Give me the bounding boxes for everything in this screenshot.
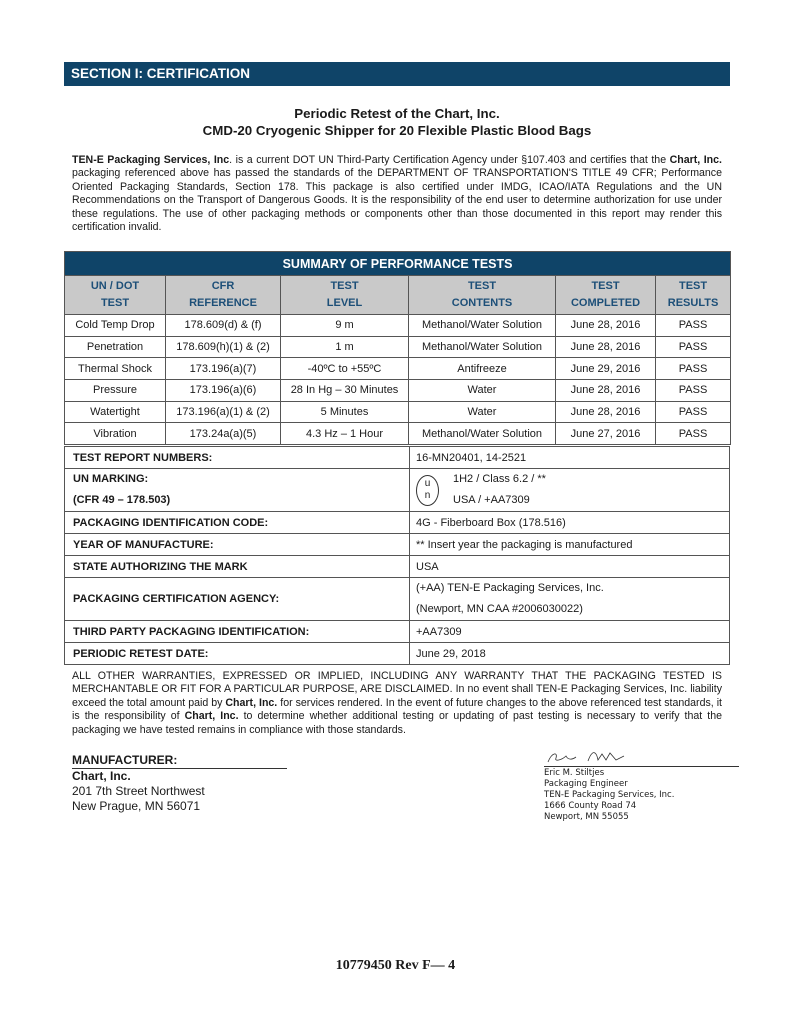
test-contents-cell: Antifreeze xyxy=(409,358,556,380)
column-header-line-1: TEST xyxy=(678,280,708,292)
section-header: SECTION I: CERTIFICATION xyxy=(64,62,730,86)
performance-tests-table xyxy=(64,251,731,445)
agency-name: TEN-E Packaging Services, Inc xyxy=(72,154,230,166)
info-value: ** Insert year the packaging is manufactured xyxy=(410,534,730,556)
info-value: June 29, 2018 xyxy=(410,643,730,665)
test-level-cell: -40ºC to +55ºC xyxy=(281,358,409,380)
test-result-cell: PASS xyxy=(656,336,731,358)
certification-info-table xyxy=(64,446,730,665)
table-row xyxy=(65,380,731,402)
info-label: THIRD PARTY PACKAGING IDENTIFICATION: xyxy=(65,621,410,643)
test-completed-cell: June 28, 2016 xyxy=(556,315,656,337)
column-header-line-2: LEVEL xyxy=(326,297,363,309)
un-symbol-u: u xyxy=(424,478,431,489)
table-row xyxy=(65,423,731,445)
intro-paragraph xyxy=(72,154,722,234)
info-row-test-report xyxy=(65,447,730,469)
manufacturer-address-2: New Prague, MN 56071 xyxy=(72,799,201,813)
info-label: PACKAGING IDENTIFICATION CODE: xyxy=(65,512,410,534)
test-name-cell: Watertight xyxy=(65,401,166,423)
info-row-un-marking xyxy=(65,469,730,512)
info-value: USA xyxy=(410,556,730,578)
test-name-cell: Thermal Shock xyxy=(65,358,166,380)
test-contents-cell: Methanol/Water Solution xyxy=(409,315,556,337)
test-contents-cell: Water xyxy=(409,401,556,423)
column-header xyxy=(409,276,556,315)
table-body xyxy=(65,315,731,445)
un-marking-label: UN MARKING: xyxy=(73,473,149,485)
info-value xyxy=(410,578,730,621)
disclaimer-client-2: Chart, Inc. xyxy=(184,710,239,723)
page-footer: 10779450 Rev F— 4 xyxy=(335,958,456,973)
test-result-cell: PASS xyxy=(656,423,731,445)
column-header-line-1: TEST xyxy=(467,280,497,292)
column-header xyxy=(166,276,281,315)
info-row-packaging-code xyxy=(65,512,730,534)
info-value: +AA7309 xyxy=(410,621,730,643)
intro-text-2: packaging referenced above has passed the standards of the DEPARTMENT OF TRANSPORTATION'S TITLE 49 CFR; Performance Oriented Packaging Standards, Section 178. This package is also certified under IMDG, ICAO/IATA Regulations and the UN Recommendations on the Transport of Dangerous Goods. It is the responsibility of the end user to determine authorization for use under these regulations. The use of other packaging methods or components other than those documented in this report may render this certification invalid. xyxy=(72,167,722,234)
title-line-1: Periodic Retest of the Chart, Inc. xyxy=(294,106,500,121)
test-level-cell: 5 Minutes xyxy=(281,401,409,423)
test-completed-cell: June 28, 2016 xyxy=(556,336,656,358)
info-label: TEST REPORT NUMBERS: xyxy=(65,447,410,469)
test-result-cell: PASS xyxy=(656,315,731,337)
column-header xyxy=(281,276,409,315)
test-completed-cell: June 28, 2016 xyxy=(556,401,656,423)
info-row-year xyxy=(65,534,730,556)
signatory-address-1: 1666 County Road 74 xyxy=(544,801,637,811)
cfr-reference-cell: 173.196(a)(6) xyxy=(166,380,281,402)
info-label: STATE AUTHORIZING THE MARK xyxy=(65,556,410,578)
table-row xyxy=(65,358,731,380)
intro-text-1: . is a current DOT UN Third-Party Certification Agency under §107.403 and certifies that the xyxy=(229,154,670,166)
table-row xyxy=(65,315,731,337)
un-marking-line-2: USA / +AA7309 xyxy=(453,494,530,506)
info-label xyxy=(65,469,410,512)
test-result-cell: PASS xyxy=(656,380,731,402)
signatory-name: Eric M. Stiltjes xyxy=(544,768,605,778)
table-row xyxy=(65,336,731,358)
manufacturer-block xyxy=(72,769,205,814)
disclaimer-text-3: to determine whether additional testing or updating of past testing is necessary to verify that the packaging we have tested remains in compliance with those standards. xyxy=(72,710,722,736)
signatory-title: Packaging Engineer xyxy=(544,779,628,789)
test-result-cell: PASS xyxy=(656,401,731,423)
column-header xyxy=(556,276,656,315)
info-row-third-party xyxy=(65,621,730,643)
table-row xyxy=(65,401,731,423)
document-title xyxy=(64,105,730,139)
column-header-line-2: RESULTS xyxy=(667,297,719,309)
test-name-cell: Cold Temp Drop xyxy=(65,315,166,337)
column-header xyxy=(656,276,731,315)
signatory-company: TEN-E Packaging Services, Inc. xyxy=(544,790,675,800)
disclaimer-paragraph xyxy=(72,670,722,737)
signatory-address-2: Newport, MN 55055 xyxy=(544,812,629,822)
test-completed-cell: June 28, 2016 xyxy=(556,380,656,402)
test-name-cell: Penetration xyxy=(65,336,166,358)
un-symbol-icon xyxy=(416,475,439,506)
info-value: 16-MN20401, 14-2521 xyxy=(410,447,730,469)
title-line-2: CMD-20 Cryogenic Shipper for 20 Flexible Plastic Blood Bags xyxy=(202,123,592,138)
info-label: YEAR OF MANUFACTURE: xyxy=(65,534,410,556)
un-marking-cfr: (CFR 49 – 178.503) xyxy=(73,494,171,506)
column-header-line-2: TEST xyxy=(100,297,130,309)
test-result-cell: PASS xyxy=(656,358,731,380)
disclaimer-client-1: Chart, Inc. xyxy=(225,696,278,709)
info-row-retest-date xyxy=(65,643,730,665)
un-marking-line-1: 1H2 / Class 6.2 / ** xyxy=(453,473,546,485)
test-name-cell: Vibration xyxy=(65,423,166,445)
column-header-line-2: COMPLETED xyxy=(570,297,641,309)
test-contents-cell: Methanol/Water Solution xyxy=(409,423,556,445)
cfr-reference-cell: 173.196(a)(1) & (2) xyxy=(166,401,281,423)
info-value xyxy=(410,469,730,512)
info-row-agency xyxy=(65,578,730,621)
column-header-line-1: CFR xyxy=(211,280,235,292)
disclaimer-text-1: ALL OTHER WARRANTIES, EXPRESSED OR IMPLIED, INCLUDING ANY WARRANTY THAT THE PACKAGING TESTED IS MERCHANTABLE OR FIT FOR A PARTICULAR PURPOSE, ARE DISCLAIMED. In no event shall TEN-E Packaging Services, Inc. liability exceed the total amount paid by xyxy=(72,670,722,709)
test-completed-cell: June 27, 2016 xyxy=(556,423,656,445)
test-level-cell: 9 m xyxy=(281,315,409,337)
column-header-line-1: TEST xyxy=(330,280,359,292)
cfr-reference-cell: 173.24a(a)(5) xyxy=(166,423,281,445)
signature-line xyxy=(544,752,739,767)
test-level-cell: 28 In Hg – 30 Minutes xyxy=(281,380,409,402)
un-symbol-n: n xyxy=(424,490,431,501)
signature-icon xyxy=(544,748,634,766)
manufacturer-name: Chart, Inc. xyxy=(72,769,131,783)
manufacturer-address-1: 201 7th Street Northwest xyxy=(72,784,205,798)
cfr-reference-cell: 173.196(a)(7) xyxy=(166,358,281,380)
client-name: Chart, Inc. xyxy=(669,154,722,166)
info-value: 4G - Fiberboard Box (178.516) xyxy=(410,512,730,534)
column-header-line-2: REFERENCE xyxy=(189,297,257,309)
test-level-cell: 4.3 Hz – 1 Hour xyxy=(281,423,409,445)
column-header-line-1: UN / DOT xyxy=(90,280,140,292)
disclaimer-text-2: for services rendered. In the event of future changes to the above referenced test standards, it is the responsibility of xyxy=(72,696,723,723)
table-header-row xyxy=(65,276,731,315)
test-contents-cell: Methanol/Water Solution xyxy=(409,336,556,358)
test-contents-cell: Water xyxy=(409,380,556,402)
agency-line-2: (Newport, MN CAA #2006030022) xyxy=(416,603,583,615)
info-row-state xyxy=(65,556,730,578)
cfr-reference-cell: 178.609(h)(1) & (2) xyxy=(166,336,281,358)
test-name-cell: Pressure xyxy=(65,380,166,402)
manufacturer-heading: MANUFACTURER: xyxy=(72,753,287,769)
table-title: SUMMARY OF PERFORMANCE TESTS xyxy=(65,252,731,276)
column-header-line-2: CONTENTS xyxy=(451,297,513,309)
agency-line-1: (+AA) TEN-E Packaging Services, Inc. xyxy=(416,582,604,594)
info-label: PACKAGING CERTIFICATION AGENCY: xyxy=(65,578,410,621)
signature-block xyxy=(544,752,739,823)
cfr-reference-cell: 178.609(d) & (f) xyxy=(166,315,281,337)
test-completed-cell: June 29, 2016 xyxy=(556,358,656,380)
column-header-line-1: TEST xyxy=(591,280,620,292)
column-header xyxy=(65,276,166,315)
test-level-cell: 1 m xyxy=(281,336,409,358)
info-label: PERIODIC RETEST DATE: xyxy=(65,643,410,665)
